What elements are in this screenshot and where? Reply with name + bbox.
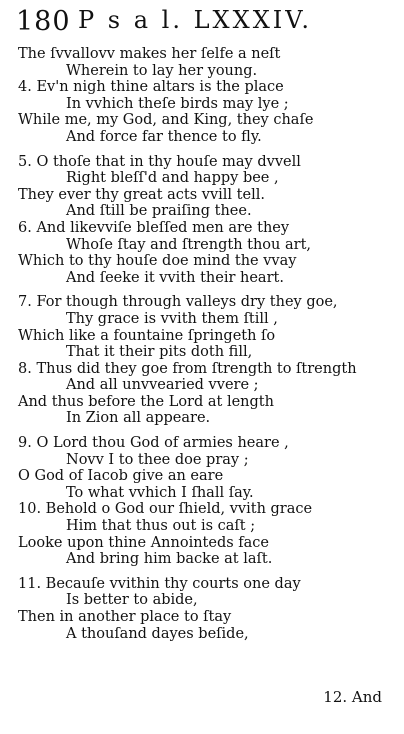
stanza: [16, 46, 392, 146]
verse-line-indented: Whoſe ſtay and ſtrength thou art,: [66, 236, 311, 253]
verse-line-indented: In Zion all appeare.: [66, 410, 211, 427]
stanza: [16, 294, 392, 427]
stanza: [16, 576, 392, 642]
verse-line-indented: Thy grace is vvith them ſtill ,: [66, 310, 278, 327]
verse-line: Then in another place to ſtay: [18, 609, 232, 625]
verse-line: 7. For though through valleys dry they goe,: [18, 294, 338, 311]
verse-line: Which like a fountaine ſpringeth ſo: [18, 327, 276, 344]
verse-line: 10. Behold o God our ſhield, vvith grace: [18, 501, 313, 518]
verse-line: 5. O thoſe that in thy houſe may dvvell: [18, 153, 301, 170]
verse-line: 4. Ev'n nigh thine altars is the place: [18, 79, 284, 96]
stanza: [16, 435, 392, 568]
verse-line-indented: Novv I to thee doe pray ;: [66, 451, 249, 468]
psalm-text: [16, 46, 392, 650]
verse-line-indented: That it their pits doth fill,: [66, 344, 253, 361]
verse-line: While me, my God, and King, they chaſe: [18, 112, 314, 129]
verse-line-indented: And bring him backe at laſt.: [66, 551, 273, 568]
verse-line: The ſvvallovv makes her ſelfe a neſt: [18, 46, 281, 62]
verse-line-indented: To what vvhich I ſhall ſay.: [66, 484, 254, 501]
verse-line-indented: Him that thus out is caſt ;: [66, 518, 256, 535]
verse-line-indented: And ſtill be praiſing thee.: [66, 203, 252, 220]
verse-line: They ever thy great acts vvill tell.: [18, 186, 265, 203]
verse-line: O God of Iacob give an eare: [18, 468, 224, 485]
verse-line: Which to thy houſe doe mind the vvay: [18, 253, 297, 270]
verse-line-indented: And force far thence to fly.: [66, 128, 262, 145]
verse-line: 6. And likevviſe bleſſed men are they: [18, 219, 290, 236]
stanza: [16, 154, 392, 287]
verse-line-indented: In vvhich theſe birds may lye ;: [66, 95, 289, 112]
running-title: P s a l. LXXXIV.: [78, 6, 313, 34]
verse-line-indented: Right bleſſ'd and happy bee ,: [66, 170, 279, 187]
verse-line-indented: A thouſand dayes beſide,: [66, 625, 249, 642]
verse-line-indented: And all unvvearied vvere ;: [66, 377, 259, 394]
page-number: 180: [16, 6, 71, 37]
page-header: [16, 6, 384, 36]
verse-line-indented: And ſeeke it vvith their heart.: [66, 269, 284, 286]
verse-line: 9. O Lord thou God of armies heare ,: [18, 435, 289, 452]
verse-line-indented: Is better to abide,: [66, 592, 198, 609]
verse-line: And thus before the Lord at length: [18, 393, 274, 410]
verse-line-indented: Wherein to lay her young.: [66, 62, 258, 79]
verse-line: Looke upon thine Annointeds face: [18, 534, 270, 551]
verse-line: 11. Becauſe vvithin thy courts one day: [18, 575, 301, 592]
catchword: 12. And: [323, 688, 382, 706]
verse-line: 8. Thus did they goe from ſtrength to ſtrength: [18, 360, 357, 377]
